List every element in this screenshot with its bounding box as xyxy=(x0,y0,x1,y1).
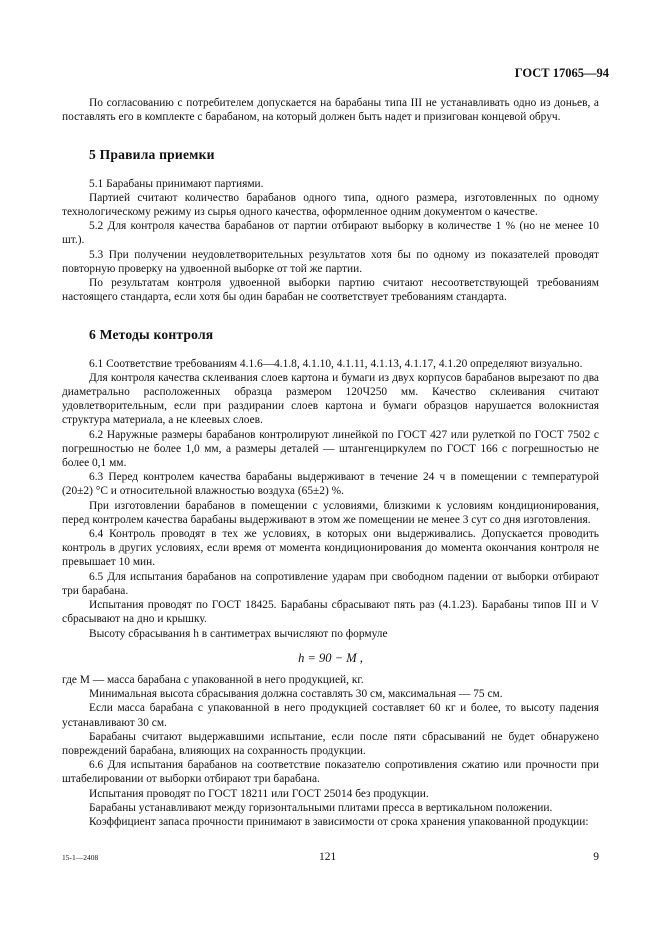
paragraph-6-3: 6.3 Перед контролем качества барабаны выдерживают в течение 24 ч в помещении с температурой (20±2) °С и относительной влажностью воздуха (65±2) %. xyxy=(62,471,599,498)
paragraph-6-6-press: Барабаны устанавливают между горизонтальными плитами пресса в вертикальном положении. xyxy=(89,801,553,814)
paragraph-6-6-coefficient: Коэффициент запаса прочности принимают в зависимости от срока хранения упакованной продукции: xyxy=(89,815,589,828)
paragraph-5-3: 5.3 При получении неудовлетворительных результатов хотя бы по одному из показателей проводят повторную проверку на удвоенной выборке от той же партии. xyxy=(62,248,599,275)
section-6-heading: 6 Методы контроля xyxy=(89,327,214,343)
print-code: 15-1—2408 xyxy=(62,853,99,862)
paragraph-6-6: 6.6 Для испытания барабанов на соответствие показателю сопротивления сжатию или прочности при штабелировании от выборки отбирают три барабана. xyxy=(62,759,599,786)
paragraph-6-4: 6.4 Контроль проводят в тех же условиях, в которых они выдерживались. Допускается проводить контроль в других условиях, если время от момента кондиционирования до момента окончания контроля не превышает 10 мин. xyxy=(62,528,599,569)
paragraph-6-2: 6.2 Наружные размеры барабанов контролируют линейкой по ГОСТ 427 или рулеткой по ГОСТ 7502 с погрешностью не более 1,0 мм, а размеры деталей — штангенциркулем по ГОСТ 166 с погрешностью не более 0,1 мм. xyxy=(62,428,599,470)
page-body xyxy=(62,96,599,829)
standard-code: ГОСТ 17065—94 xyxy=(514,66,609,80)
paragraph-6-6-tests: Испытания проводят по ГОСТ 18211 или ГОСТ 25014 без продукции. xyxy=(89,787,429,800)
paragraph-5-1-batch: Партией считают количество барабанов одного типа, одного размера, изготовленных по одному технологическому режиму из сырья одного качества, оформленное одним документом о качестве. xyxy=(62,191,599,219)
paragraph-passed: Барабаны считают выдержавшими испытание, если после пяти сбрасываний не будет обнаружено повреждений барабана, влияющих на сохранность продукции. xyxy=(62,730,599,757)
page-number-center: 121 xyxy=(319,851,337,863)
paragraph-6-5-tests: Испытания проводят по ГОСТ 18425. Барабаны сбрасывают пять раз (4.1.23). Барабаны типов III и V сбрасывают на дно и крышку. xyxy=(62,599,599,626)
formula-legend: где M — масса барабана с упакованной в него продукцией, кг. xyxy=(62,673,364,686)
paragraph-min-height: Минимальная высота сбрасывания должна составлять 30 см, максимальная — 75 см. xyxy=(89,688,503,701)
page-number-right: 9 xyxy=(593,851,599,863)
drop-height-formula: h = 90 − M , xyxy=(298,650,363,665)
paragraph-6-5: 6.5 Для испытания барабанов на сопротивление ударам при свободном падении от выборки отбирают три барабана. xyxy=(62,570,599,597)
paragraph-5-1: 5.1 Барабаны принимают партиями. xyxy=(89,177,264,190)
paragraph-5-3-result: По результатам контроля удвоенной выборки партию считают несоответствующей требованиям настоящего стандарта, если хотя бы один барабан не соответствует требованиям стандарта. xyxy=(62,277,599,304)
paragraph-mass-60: Если масса барабана с упакованной в него продукцией составляет 60 кг и более, то высоту падения устанавливают 30 см. xyxy=(62,702,599,729)
paragraph-6-1: 6.1 Соответствие требованиям 4.1.6—4.1.8, 4.1.10, 4.1.11, 4.1.13, 4.1.17, 4.1.20 определяют визуально. xyxy=(89,357,583,370)
paragraph-6-3-conditions: При изготовлении барабанов в помещении с условиями, близкими к условиям кондиционирования, перед контролем качества барабаны выдерживают в этом же помещении не менее 3 сут со дня изготовления. xyxy=(62,499,599,526)
paragraph-6-5-height: Высоту сбрасывания h в сантиметрах вычисляют по формуле xyxy=(89,627,388,640)
paragraph-5-2: 5.2 Для контроля качества барабанов от партии отбирают выборку в количестве 1 % (но не менее 10 шт.). xyxy=(62,220,599,247)
paragraph-6-1-gluing: Для контроля качества склеивания слоев картона и бумаги из двух корпусов барабанов вырезают по два диаметрально расположенных образца размером 120Ч250 мм. Качество склеивания считают удовлетворительным, если при раздирании слоев картона и бумаги образцов нарушается волокнистая структура материала, а не клеевых слоев. xyxy=(62,371,599,427)
section-5-heading: 5 Правила приемки xyxy=(89,147,215,163)
intro-paragraph: По согласованию с потребителем допускается на барабаны типа III не устанавливать одно из доньев, а поставлять его в комплекте с барабаном, на который должен быть надет и призигован концевой обруч. xyxy=(62,97,599,124)
